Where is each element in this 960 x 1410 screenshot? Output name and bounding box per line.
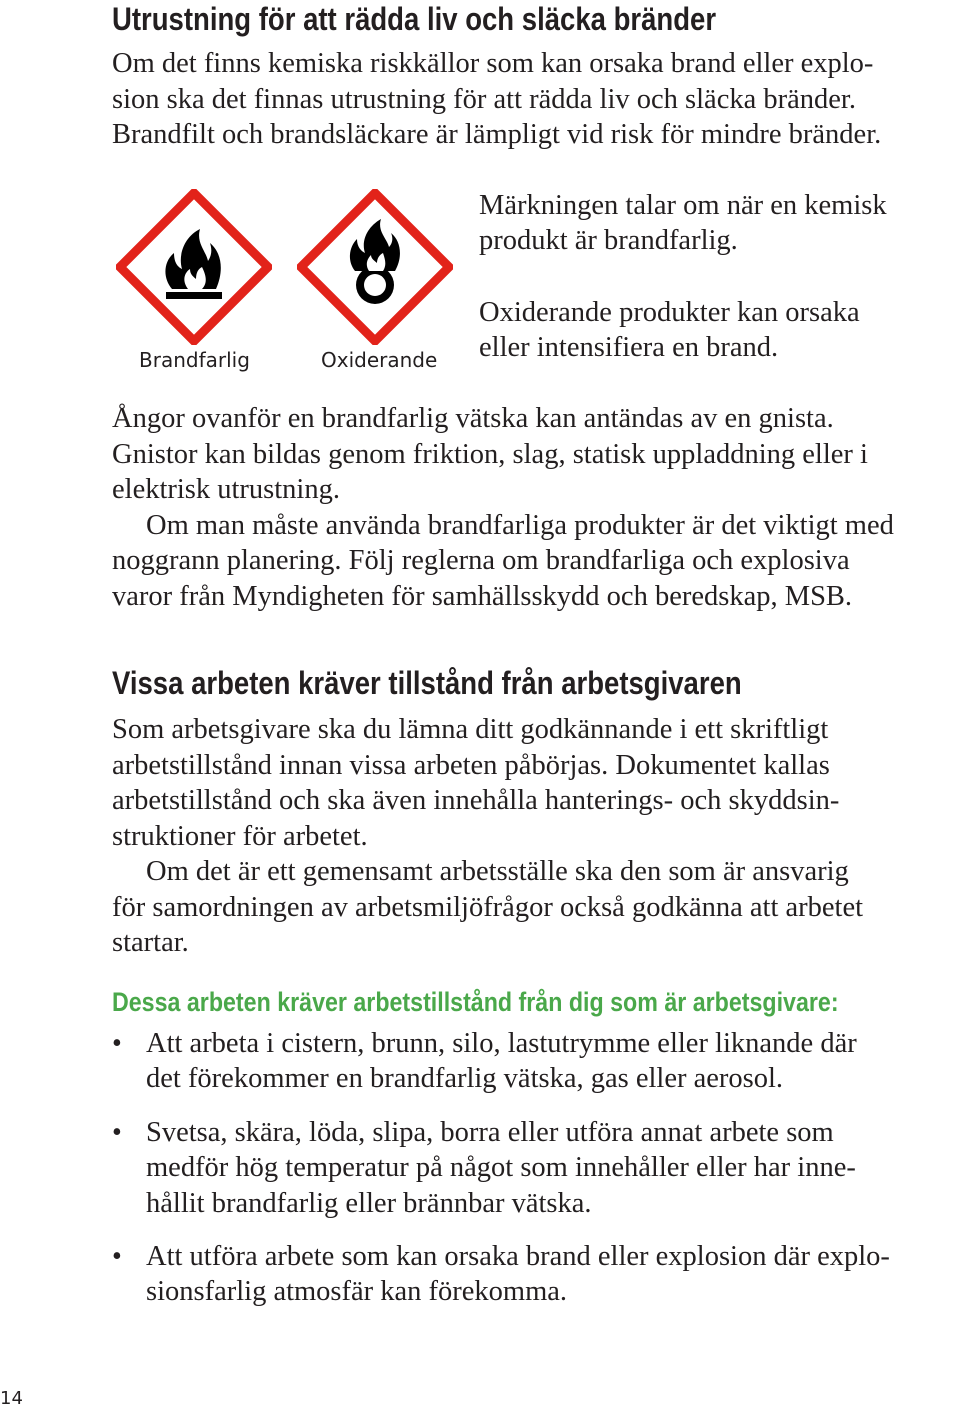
- marking-caption-line: produkt är brandfarlig.: [479, 225, 738, 256]
- page-number: 14: [0, 1388, 23, 1409]
- flammable-hazard-icon: [116, 189, 272, 345]
- paragraph-line: elektrisk utrustning.: [112, 474, 340, 505]
- paragraph-line: struktioner för arbetet.: [112, 821, 368, 852]
- paragraph-line: Om man måste använda brandfarliga produkter är det viktigt med: [146, 510, 894, 541]
- list-item-line: Svetsa, skära, löda, slipa, borra eller utföra annat arbete som: [146, 1117, 834, 1148]
- paragraph-line: sion ska det finnas utrustning för att rädda liv och släcka bränder.: [112, 84, 856, 115]
- list-item-line: medför hög temperatur på något som innehåller eller har inne-: [146, 1152, 856, 1183]
- paragraph-line: Om det är ett gemensamt arbetsställe ska den som är ansvarig: [146, 856, 849, 887]
- oxidizing-label: Oxiderande: [321, 348, 438, 372]
- bullet-icon: •: [112, 1028, 122, 1059]
- paragraph-line: startar.: [112, 927, 189, 958]
- list-item-line: det förekommer en brandfarlig vätska, gas eller aerosol.: [146, 1063, 784, 1094]
- paragraph-line: Ångor ovanför en brandfarlig vätska kan antändas av en gnista.: [112, 403, 834, 434]
- paragraph-line: varor från Myndigheten för samhällsskydd och beredskap, MSB.: [112, 581, 853, 612]
- section-heading-permit-list: Dessa arbeten kräver arbetstillstånd från dig som är arbetsgivare:: [112, 987, 839, 1017]
- paragraph-line: arbetstillstånd innan vissa arbeten påbörjas. Dokumentet kallas: [112, 750, 830, 781]
- paragraph-line: Om det finns kemiska riskkällor som kan orsaka brand eller explo-: [112, 48, 874, 79]
- paragraph-line: för samordningen av arbetsmiljöfrågor också godkänna att arbetet: [112, 892, 864, 923]
- paragraph-line: Gnistor kan bildas genom friktion, slag, statisk uppladdning eller i: [112, 439, 868, 470]
- paragraph-line: Brandfilt och brandsläckare är lämpligt vid risk för mindre bränder.: [112, 119, 882, 150]
- list-item-line: hållit brandfarlig eller brännbar vätska.: [146, 1188, 592, 1219]
- list-item-line: sionsfarlig atmosfär kan förekomma.: [146, 1276, 568, 1307]
- paragraph-line: noggrann planering. Följ reglerna om brandfarliga och explosiva: [112, 545, 850, 576]
- paragraph-line: Som arbetsgivare ska du lämna ditt godkännande i ett skriftligt: [112, 714, 829, 745]
- marking-caption-line: Märkningen talar om när en kemisk: [479, 190, 887, 221]
- flammable-label: Brandfarlig: [139, 348, 250, 372]
- oxidizing-caption-line: Oxiderande produkter kan orsaka: [479, 297, 860, 328]
- section-heading-permits: Vissa arbeten kräver tillstånd från arbetsgivaren: [112, 665, 742, 701]
- paragraph-line: arbetstillstånd och ska även innehålla hanterings- och skyddsin-: [112, 785, 840, 816]
- oxidizing-caption-line: eller intensifiera en brand.: [479, 332, 779, 363]
- section-heading-equipment: Utrustning för att rädda liv och släcka bränder: [112, 1, 717, 37]
- list-item-line: Att utföra arbete som kan orsaka brand eller explosion där explo-: [146, 1241, 890, 1272]
- list-item-line: Att arbeta i cistern, brunn, silo, lastutrymme eller liknande där: [146, 1028, 857, 1059]
- oxidizing-hazard-icon: [297, 189, 453, 345]
- bullet-icon: •: [112, 1241, 122, 1272]
- bullet-icon: •: [112, 1117, 122, 1148]
